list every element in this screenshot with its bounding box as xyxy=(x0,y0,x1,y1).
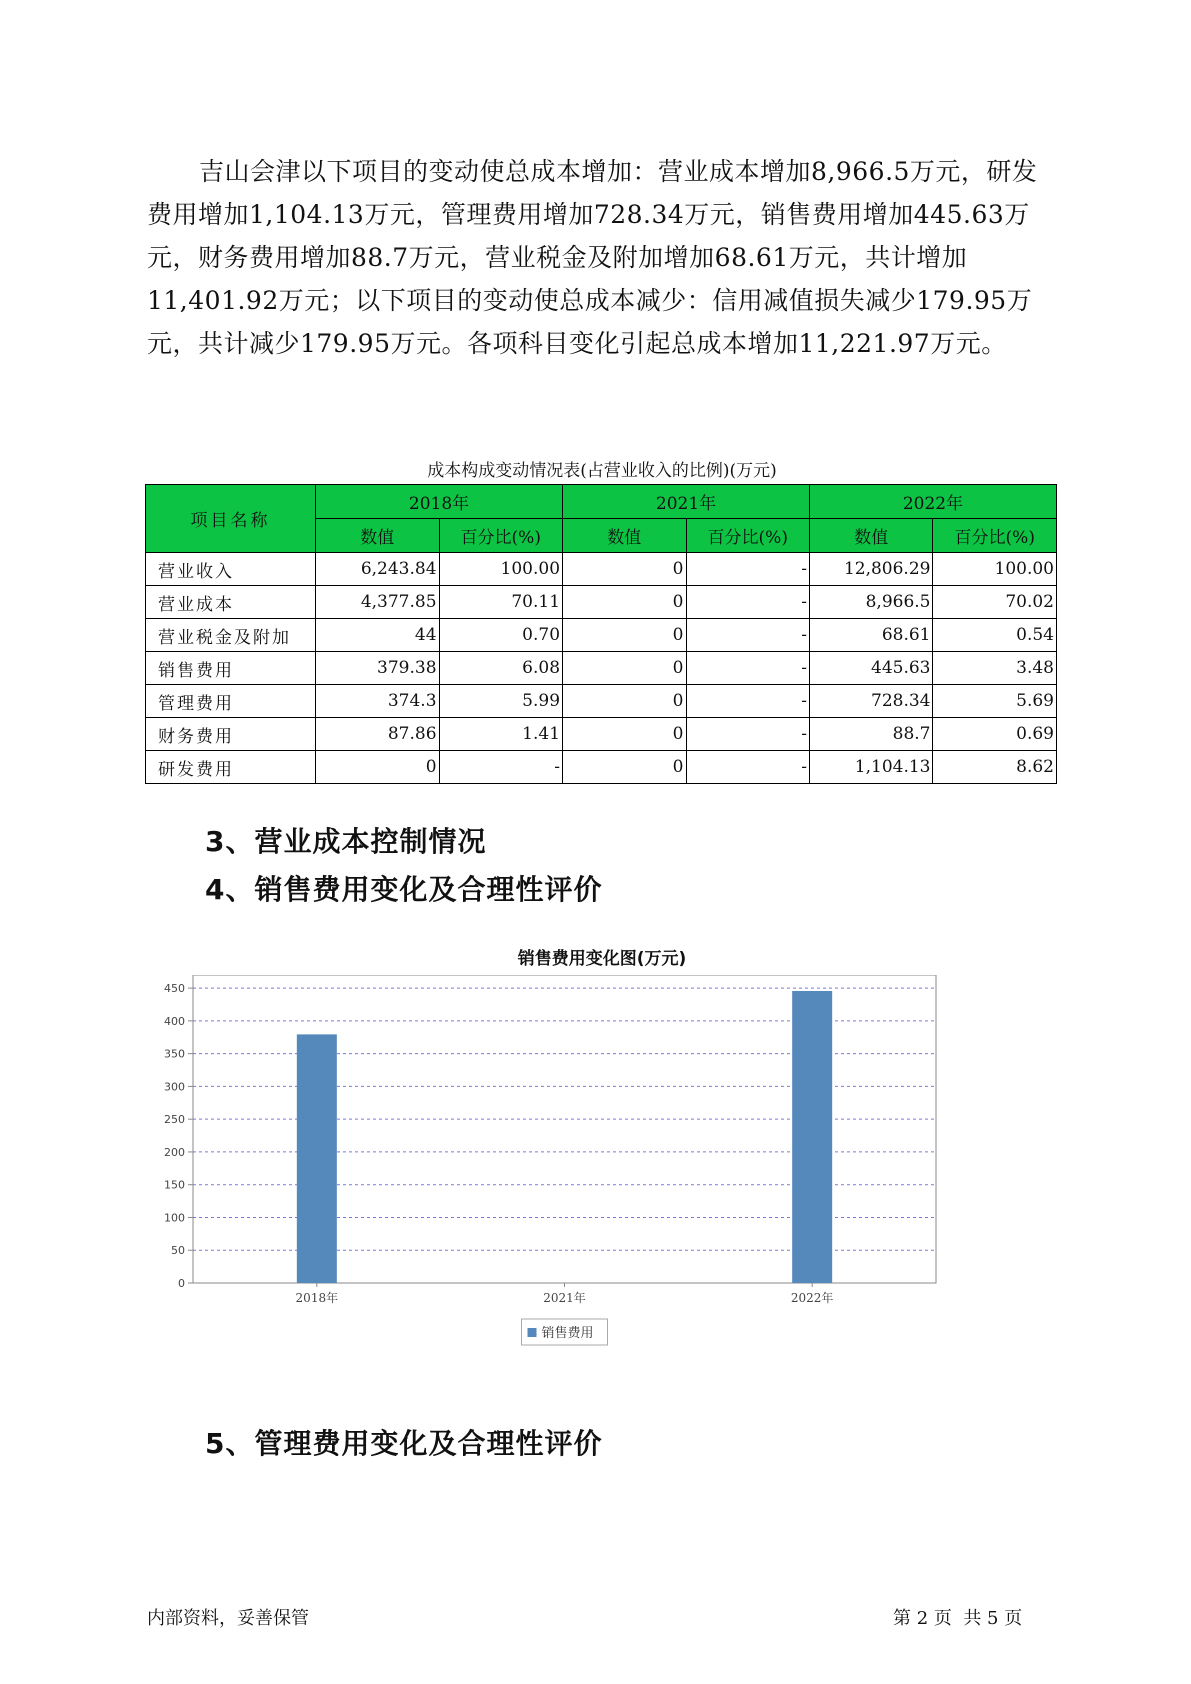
y-tick-label: 350 xyxy=(164,1047,185,1061)
summary-paragraph: 吉山会津以下项目的变动使总成本增加：营业成本增加8,966.5万元，研发费用增加1,104.13万元，管理费用增加728.34万元，销售费用增加445.63万元，财务费用增加88.7万元，营业税金及附加增加68.61万元，共计增加11,401.92万元；以下项目的变动使总成本减少：信用减值损失减少179.95万元，共计减少179.95万元。各项科目变化引起总成本增加11,221.97万元。 xyxy=(147,157,1038,358)
heading-admin-expense: 5、管理费用变化及合理性评价 xyxy=(205,1427,603,1460)
row-label: 营业税金及附加 xyxy=(146,619,316,652)
header-percent: 百分比(%) xyxy=(439,519,563,553)
value-cell: 1,104.13 xyxy=(810,751,933,784)
value-cell: 88.7 xyxy=(810,718,933,751)
value-cell: 445.63 xyxy=(810,652,933,685)
header-percent: 百分比(%) xyxy=(933,519,1057,553)
percent-cell: 3.48 xyxy=(933,652,1057,685)
value-cell: 0 xyxy=(563,553,686,586)
bar-2022年 xyxy=(792,991,832,1283)
x-tick-label: 2022年 xyxy=(790,1291,834,1305)
value-cell: 0 xyxy=(563,619,686,652)
percent-cell: 70.11 xyxy=(439,586,563,619)
y-tick-label: 300 xyxy=(164,1080,185,1094)
header-item-name: 项目名称 xyxy=(146,485,316,553)
percent-cell: - xyxy=(686,652,810,685)
percent-cell: - xyxy=(686,685,810,718)
y-tick-label: 400 xyxy=(164,1014,185,1028)
percent-cell: 100.00 xyxy=(439,553,563,586)
value-cell: 6,243.84 xyxy=(316,553,439,586)
percent-cell: 0.69 xyxy=(933,718,1057,751)
table-row xyxy=(146,685,1057,718)
bar-2018年 xyxy=(297,1034,337,1283)
table-row xyxy=(146,751,1057,784)
table-caption: 成本构成变动情况表(占营业收入的比例)(万元) xyxy=(427,461,777,481)
heading-sales-expense: 4、销售费用变化及合理性评价 xyxy=(205,873,603,906)
y-tick-label: 200 xyxy=(164,1145,185,1159)
value-cell: 0 xyxy=(563,586,686,619)
row-label: 营业收入 xyxy=(146,553,316,586)
heading-cost-control: 3、营业成本控制情况 xyxy=(205,825,487,858)
value-cell: 0 xyxy=(563,751,686,784)
y-tick-label: 250 xyxy=(164,1113,185,1127)
percent-cell: - xyxy=(686,619,810,652)
percent-cell: 100.00 xyxy=(933,553,1057,586)
value-cell: 379.38 xyxy=(316,652,439,685)
percent-cell: - xyxy=(439,751,563,784)
legend-swatch xyxy=(528,1328,537,1337)
percent-cell: 1.41 xyxy=(439,718,563,751)
percent-cell: - xyxy=(686,718,810,751)
percent-cell: 8.62 xyxy=(933,751,1057,784)
value-cell: 44 xyxy=(316,619,439,652)
value-cell: 8,966.5 xyxy=(810,586,933,619)
x-tick-label: 2021年 xyxy=(543,1291,586,1305)
percent-cell: 5.69 xyxy=(933,685,1057,718)
value-cell: 4,377.85 xyxy=(316,586,439,619)
table-row xyxy=(146,586,1057,619)
footer-confidential: 内部资料，妥善保管 xyxy=(147,1608,309,1629)
row-label: 销售费用 xyxy=(146,652,316,685)
sales-expense-chart xyxy=(145,975,1057,1395)
x-tick-label: 2018年 xyxy=(295,1291,339,1305)
table-row xyxy=(146,619,1057,652)
value-cell: 0 xyxy=(563,652,686,685)
header-year-2022: 2022年 xyxy=(810,485,1057,519)
value-cell: 728.34 xyxy=(810,685,933,718)
value-cell: 0 xyxy=(563,685,686,718)
y-tick-label: 450 xyxy=(164,982,185,996)
header-value: 数值 xyxy=(810,519,933,553)
row-label: 营业成本 xyxy=(146,586,316,619)
value-cell: 0 xyxy=(316,751,439,784)
header-value: 数值 xyxy=(563,519,686,553)
value-cell: 0 xyxy=(563,718,686,751)
percent-cell: 0.54 xyxy=(933,619,1057,652)
value-cell: 87.86 xyxy=(316,718,439,751)
percent-cell: 70.02 xyxy=(933,586,1057,619)
percent-cell: 0.70 xyxy=(439,619,563,652)
table-row xyxy=(146,718,1057,751)
legend-label: 销售费用 xyxy=(541,1326,594,1341)
percent-cell: - xyxy=(686,751,810,784)
percent-cell: - xyxy=(686,553,810,586)
table-row xyxy=(146,553,1057,586)
row-label: 财务费用 xyxy=(146,718,316,751)
table-row xyxy=(146,652,1057,685)
footer-page-number: 第 2 页 共 5 页 xyxy=(893,1608,1023,1629)
cost-structure-table xyxy=(145,484,1057,784)
header-value: 数值 xyxy=(316,519,439,553)
header-year-2021: 2021年 xyxy=(563,485,810,519)
chart-title: 销售费用变化图(万元) xyxy=(517,949,687,969)
percent-cell: 6.08 xyxy=(439,652,563,685)
y-tick-label: 150 xyxy=(164,1178,185,1192)
header-year-2018: 2018年 xyxy=(316,485,563,519)
header-percent: 百分比(%) xyxy=(686,519,810,553)
row-label: 管理费用 xyxy=(146,685,316,718)
percent-cell: - xyxy=(686,586,810,619)
y-tick-label: 100 xyxy=(164,1211,185,1225)
percent-cell: 5.99 xyxy=(439,685,563,718)
y-tick-label: 0 xyxy=(178,1277,185,1290)
value-cell: 68.61 xyxy=(810,619,933,652)
value-cell: 12,806.29 xyxy=(810,553,933,586)
y-tick-label: 50 xyxy=(171,1244,185,1258)
value-cell: 374.3 xyxy=(316,685,439,718)
row-label: 研发费用 xyxy=(146,751,316,784)
